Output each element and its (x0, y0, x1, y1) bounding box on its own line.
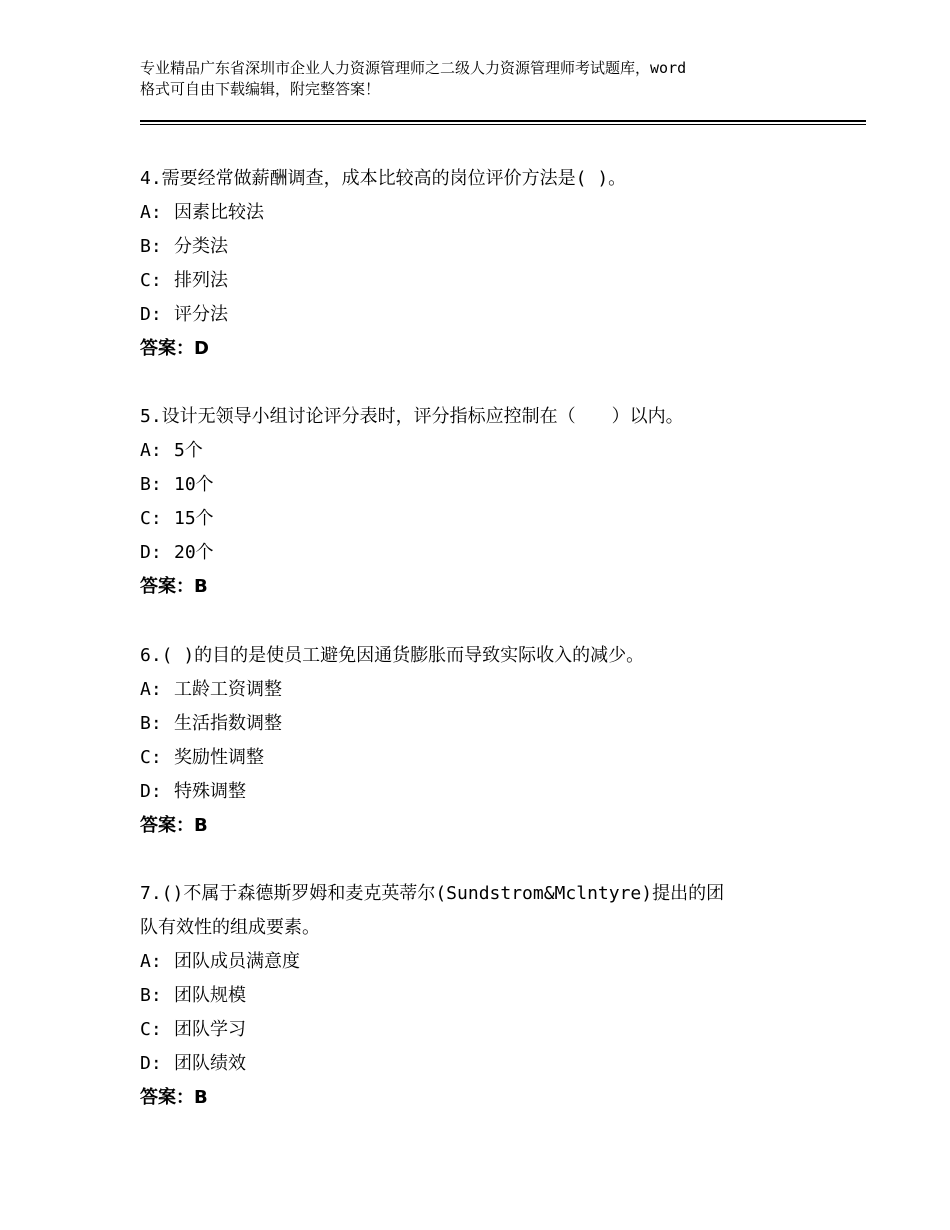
question-text (140, 162, 820, 196)
option-letter: A: (140, 679, 162, 700)
question-block (140, 400, 820, 604)
option-text: 团队规模 (174, 985, 246, 1006)
header-line: 格式可自由下载编辑，附完整答案！ (140, 80, 381, 98)
option-text: 分类法 (174, 236, 228, 257)
option-text: 生活指数调整 (174, 713, 282, 734)
option-letter: B: (140, 713, 162, 734)
option-d (140, 1047, 820, 1081)
option-c (140, 502, 820, 536)
option-b (140, 707, 820, 741)
question-line: 队有效性的组成要素。 (140, 917, 320, 938)
option-letter: A: (140, 202, 162, 223)
option-letter: D: (140, 542, 162, 563)
option-letter: A: (140, 951, 162, 972)
option-letter: D: (140, 781, 162, 802)
question-block (140, 877, 820, 1115)
question-text (140, 639, 820, 673)
answer-label: 答案：B (140, 1087, 208, 1108)
option-letter: B: (140, 474, 162, 495)
header-line: 专业精品广东省深圳市企业人力资源管理师之二级人力资源管理师考试题库，word (140, 59, 687, 77)
option-a (140, 434, 820, 468)
option-text: 团队绩效 (174, 1053, 246, 1074)
option-b (140, 979, 820, 1013)
option-text: 10个 (174, 474, 214, 495)
answer-label: 答案：B (140, 576, 208, 597)
option-b (140, 468, 820, 502)
option-a (140, 196, 820, 230)
option-text: 团队成员满意度 (174, 951, 300, 972)
option-text: 15个 (174, 508, 214, 529)
option-letter: C: (140, 508, 162, 529)
option-c (140, 264, 820, 298)
option-a (140, 673, 820, 707)
question-block (140, 162, 820, 366)
option-c (140, 741, 820, 775)
answer-label: 答案：D (140, 338, 209, 359)
question-line: 5.设计无领导小组讨论评分表时，评分指标应控制在（ ）以内。 (140, 406, 684, 427)
document-header (140, 58, 840, 100)
option-letter: B: (140, 236, 162, 257)
question-text (140, 877, 820, 945)
option-c (140, 1013, 820, 1047)
option-letter: C: (140, 270, 162, 291)
option-d (140, 298, 820, 332)
question-line: 7.()不属于森德斯罗姆和麦克英蒂尔(Sundstrom&Mclntyre)提出的团 (140, 883, 725, 904)
option-text: 特殊调整 (174, 781, 246, 802)
question-line: 6.( )的目的是使员工避免因通货膨胀而导致实际收入的减少。 (140, 645, 645, 666)
option-letter: B: (140, 985, 162, 1006)
option-text: 因素比较法 (174, 202, 264, 223)
option-letter: C: (140, 1019, 162, 1040)
header-divider (140, 124, 866, 125)
option-text: 团队学习 (174, 1019, 246, 1040)
question-text (140, 400, 820, 434)
option-d (140, 775, 820, 809)
option-text: 工龄工资调整 (174, 679, 282, 700)
option-text: 评分法 (174, 304, 228, 325)
option-b (140, 230, 820, 264)
option-letter: A: (140, 440, 162, 461)
option-letter: D: (140, 304, 162, 325)
option-text: 20个 (174, 542, 214, 563)
option-letter: D: (140, 1053, 162, 1074)
option-text: 5个 (174, 440, 203, 461)
option-a (140, 945, 820, 979)
question-block (140, 639, 820, 843)
option-d (140, 536, 820, 570)
option-text: 奖励性调整 (174, 747, 264, 768)
option-text: 排列法 (174, 270, 228, 291)
option-letter: C: (140, 747, 162, 768)
header-divider (140, 120, 866, 122)
question-line: 4.需要经常做薪酬调查，成本比较高的岗位评价方法是( )。 (140, 168, 627, 189)
answer-label: 答案：B (140, 815, 208, 836)
